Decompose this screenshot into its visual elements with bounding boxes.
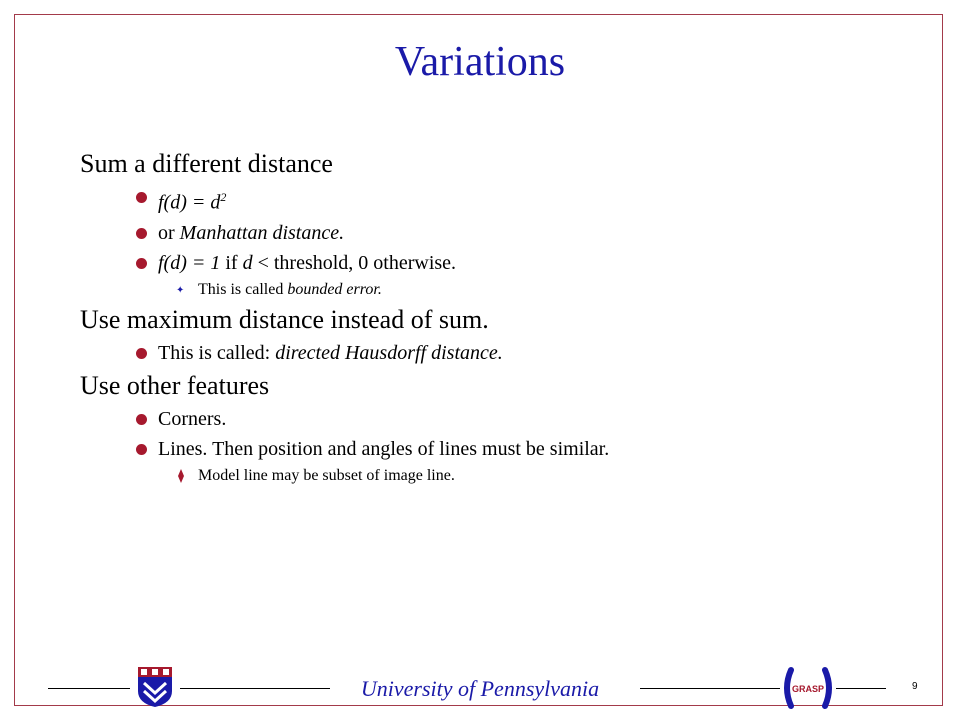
footer-university: University of Pennsylvania xyxy=(360,676,600,701)
formula-text: f(d) = d xyxy=(158,191,221,214)
slide-title: Variations xyxy=(394,39,566,85)
bullet-sum-distance: Sum a different distance xyxy=(80,149,333,178)
emph-text: Manhattan distance. xyxy=(179,221,345,244)
slide-content xyxy=(80,146,920,488)
emph-text: directed Hausdorff distance. xyxy=(275,341,503,364)
var-d: d xyxy=(242,251,253,274)
bullet-dot-icon xyxy=(136,258,147,269)
text-part: < threshold, 0 otherwise. xyxy=(252,251,457,274)
text-part: if xyxy=(220,251,243,274)
bullet-threshold xyxy=(158,248,920,278)
bullet-dot-icon xyxy=(136,228,147,239)
bullet-dot-icon xyxy=(136,414,147,425)
bullet-other-features: Use other features xyxy=(80,370,270,400)
text-part: Lines. Then position and angles of lines must be similar. xyxy=(158,437,610,460)
text-part: Corners. xyxy=(158,407,227,430)
bullet-model-line xyxy=(198,464,920,488)
formula-text: f(d) = 1 xyxy=(158,251,221,274)
bullet-hausdorff xyxy=(158,338,920,368)
bullet-dot-icon xyxy=(136,444,147,455)
bullet-f-d-squared xyxy=(158,182,920,218)
penn-crest-icon xyxy=(136,665,174,709)
superscript: 2 xyxy=(220,190,227,204)
emph-text: bounded error. xyxy=(287,280,382,298)
bullet-dot-icon xyxy=(136,192,147,203)
bullet-lines xyxy=(158,434,920,464)
page-number: 9 xyxy=(912,681,918,692)
bullet-max-distance: Use maximum distance instead of sum. xyxy=(80,304,489,334)
text-part: Model line may be subset of image line. xyxy=(198,466,455,484)
text-part: or xyxy=(158,221,180,244)
bullet-manhattan xyxy=(158,218,920,248)
grasp-logo-icon xyxy=(781,664,835,712)
bullet-bounded-error xyxy=(176,278,920,302)
bullet-corners xyxy=(158,404,920,434)
grasp-logo-text: GRASP xyxy=(791,684,825,694)
bullet-dot-icon xyxy=(136,348,147,359)
star-bullet-icon: ✦ xyxy=(176,284,185,296)
diamond-bullet-icon xyxy=(178,469,184,483)
text-part: This is called xyxy=(198,280,288,298)
text-part: This is called: xyxy=(158,341,276,364)
